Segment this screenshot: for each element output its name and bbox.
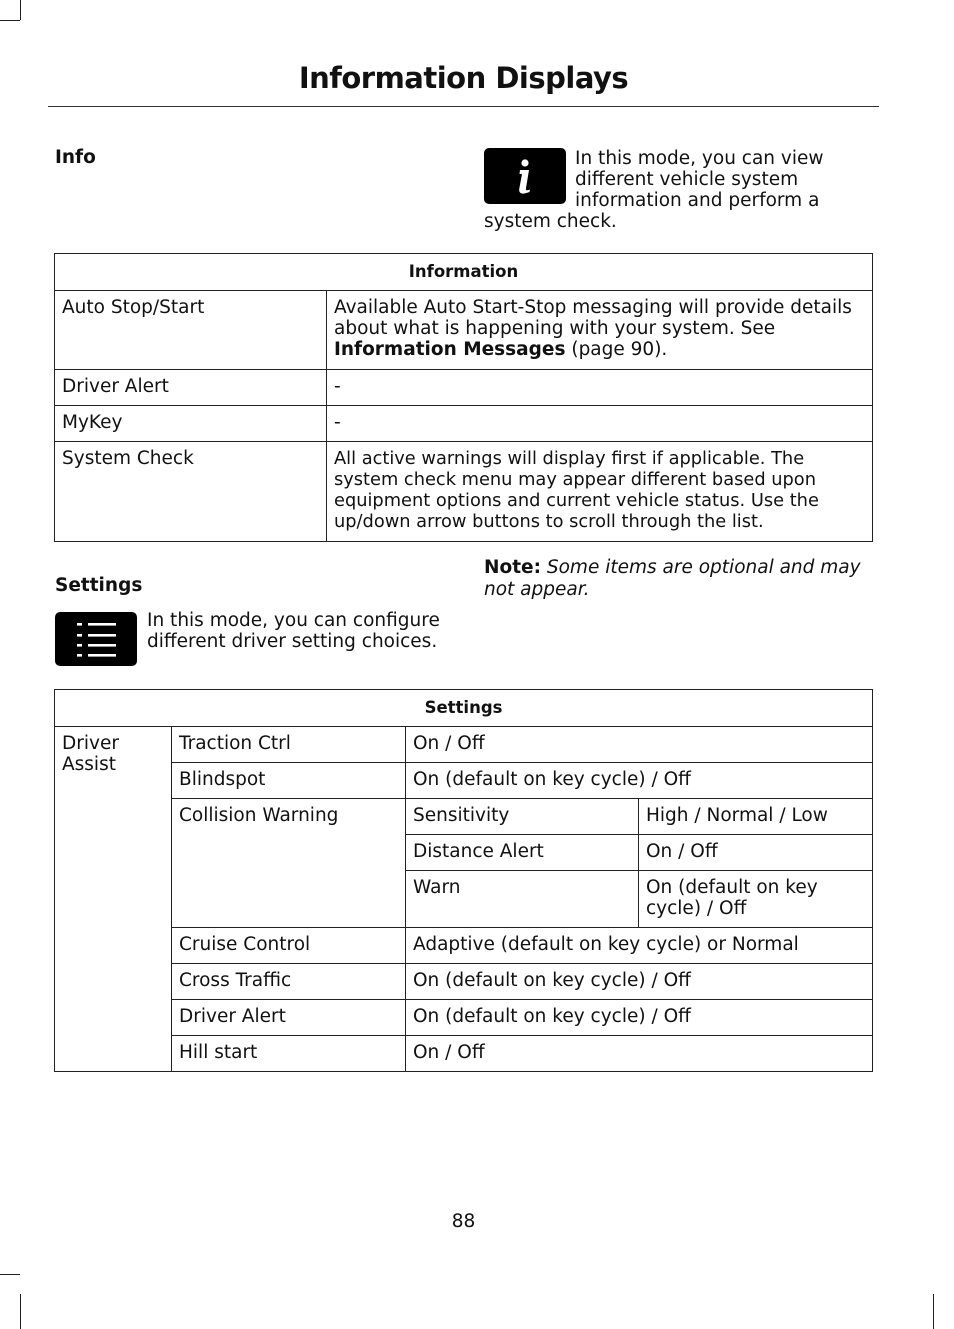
table-row bbox=[55, 1036, 873, 1072]
table-cell: Adaptive (default on key cycle) or Normal bbox=[406, 928, 873, 964]
table-cell: Cruise Control bbox=[172, 928, 406, 964]
table-cell: - bbox=[327, 406, 873, 442]
settings-description: In this mode, you can configure different driver setting choices. bbox=[147, 610, 440, 652]
info-description-text: In this mode, you can view different vehicle system information and perform a system check. bbox=[484, 148, 824, 232]
table-row bbox=[55, 727, 873, 763]
note bbox=[484, 557, 874, 601]
crop-mark bbox=[0, 1274, 20, 1275]
table-cell: All active warnings will display first if applicable. The system check menu may appear different based upon equipment options and current vehicle status. Use the up/down arrow buttons to scroll through the list. bbox=[327, 442, 873, 542]
table-row bbox=[55, 291, 873, 370]
settings-heading: Settings bbox=[55, 575, 143, 596]
table-cell: Collision Warning bbox=[172, 799, 406, 928]
table-cell: - bbox=[327, 370, 873, 406]
page-title: Information Displays bbox=[298, 61, 629, 95]
crop-mark bbox=[933, 1294, 934, 1329]
note-label: Note: bbox=[484, 557, 541, 578]
table-cell: Warn bbox=[406, 871, 639, 928]
table-cell: System Check bbox=[55, 442, 327, 542]
table-header-row bbox=[55, 690, 873, 727]
note-text: Some items are optional and may not appear. bbox=[484, 557, 861, 600]
information-table-header: Information bbox=[55, 254, 873, 291]
table-cell: Auto Stop/Start bbox=[55, 291, 327, 370]
crop-mark bbox=[20, 1294, 21, 1329]
settings-table-header: Settings bbox=[55, 690, 873, 727]
title-divider bbox=[48, 106, 879, 107]
table-cell: Sensitivity bbox=[406, 799, 639, 835]
table-cell: MyKey bbox=[55, 406, 327, 442]
menu-list-icon bbox=[55, 612, 137, 666]
table-row bbox=[55, 964, 873, 1000]
table-header-row bbox=[55, 254, 873, 291]
crop-mark bbox=[0, 20, 20, 21]
information-table bbox=[54, 253, 873, 542]
settings-table bbox=[54, 689, 873, 1072]
table-cell: On (default on key cycle) / Off bbox=[406, 964, 873, 1000]
table-cell: On / Off bbox=[639, 835, 873, 871]
table-cell: Driver Alert bbox=[172, 1000, 406, 1036]
table-cell: Cross Traffic bbox=[172, 964, 406, 1000]
table-row bbox=[55, 763, 873, 799]
info-heading: Info bbox=[55, 147, 96, 168]
table-row bbox=[55, 442, 873, 542]
table-row bbox=[55, 928, 873, 964]
info-description bbox=[484, 148, 829, 232]
table-cell: Driver Alert bbox=[55, 370, 327, 406]
table-row bbox=[55, 799, 873, 835]
table-cell: On (default on key cycle) / Off bbox=[406, 763, 873, 799]
table-cell: Traction Ctrl bbox=[172, 727, 406, 763]
table-cell: Hill start bbox=[172, 1036, 406, 1072]
table-cell: High / Normal / Low bbox=[639, 799, 873, 835]
table-cell bbox=[327, 291, 873, 370]
table-cell: On / Off bbox=[406, 727, 873, 763]
table-cell: On / Off bbox=[406, 1036, 873, 1072]
table-cell-group: Driver Assist bbox=[55, 727, 172, 1072]
cell-text: (page 90). bbox=[565, 339, 668, 360]
page-number: 88 bbox=[451, 1211, 476, 1232]
table-cell: Distance Alert bbox=[406, 835, 639, 871]
table-row bbox=[55, 370, 873, 406]
table-cell: On (default on key cycle) / Off bbox=[406, 1000, 873, 1036]
table-row bbox=[55, 406, 873, 442]
cell-text: Available Auto Start-Stop messaging will provide details about what is happening with your system. See bbox=[334, 297, 852, 339]
crop-mark bbox=[20, 0, 21, 20]
table-cell: On (default on key cycle) / Off bbox=[639, 871, 873, 928]
cross-reference-link[interactable]: Information Messages bbox=[334, 339, 566, 360]
table-cell: Blindspot bbox=[172, 763, 406, 799]
table-row bbox=[55, 1000, 873, 1036]
